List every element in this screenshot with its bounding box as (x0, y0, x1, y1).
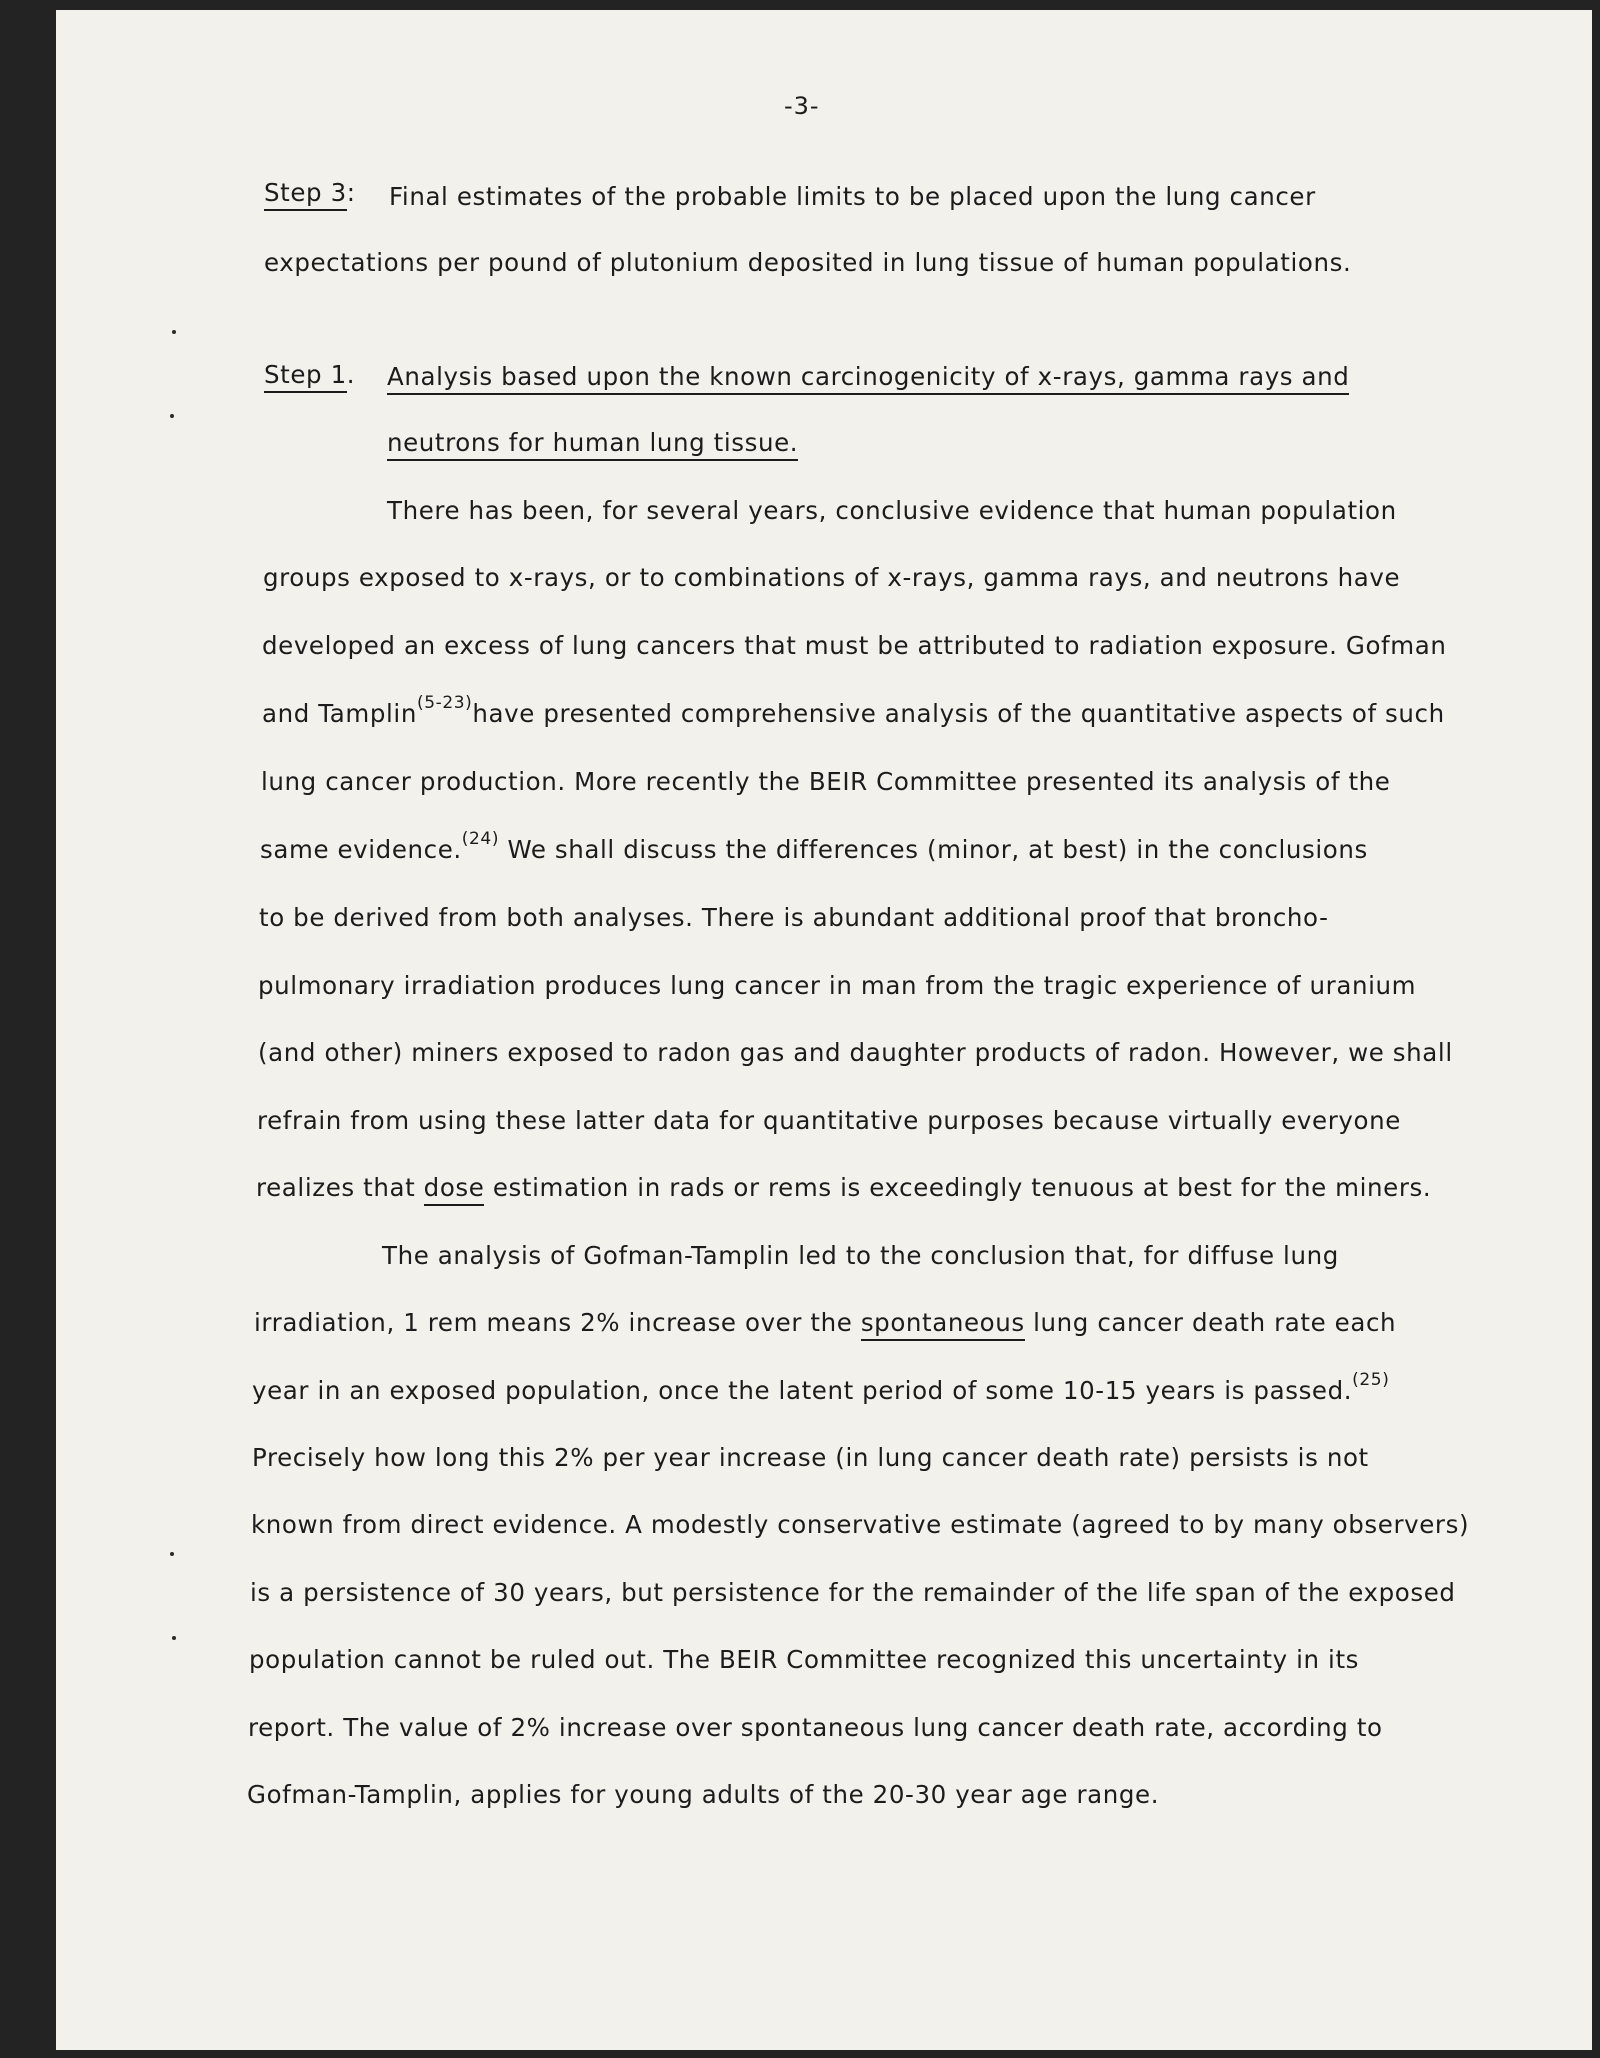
page-number: -3- (784, 92, 820, 120)
step1-heading-line-2 (387, 428, 798, 458)
underlined-spontaneous: spontaneous (861, 1308, 1025, 1341)
para1-line-3: developed an excess of lung cancers that must be attributed to radiation exposure. Gofman (262, 631, 1447, 660)
para2-line-6: is a persistence of 30 years, but persistence for the remainder of the life span of the exposed (250, 1578, 1456, 1607)
para1-line-4 (262, 693, 1445, 729)
para2-line-3 (252, 1370, 1390, 1406)
para1-line-11-b: estimation in rads or rems is exceedingly tenuous at best for the miners. (484, 1173, 1432, 1202)
para1-line-1: There has been, for several years, conclusive evidence that human population (387, 496, 1397, 525)
step3-label: Step 3 (264, 178, 347, 211)
para2-line-5: known from direct evidence. A modestly conservative estimate (agreed to by many observers) (251, 1510, 1470, 1539)
para1-line-10: refrain from using these latter data for quantitative purposes because virtually everyone (257, 1106, 1401, 1135)
para2-line-4: Precisely how long this 2% per year increase (in lung cancer death rate) persists is not (252, 1443, 1369, 1472)
para2-line-2-a: irradiation, 1 rem means 2% increase over the (254, 1308, 861, 1337)
para1-line-4-b: have presented comprehensive analysis of the quantitative aspects of such (472, 699, 1445, 728)
para1-line-6 (260, 829, 1368, 865)
step3-line-2: expectations per pound of plutonium deposited in lung tissue of human populations. (264, 248, 1352, 277)
step3-colon: : (346, 178, 356, 207)
para2-line-2 (254, 1308, 1396, 1338)
step1-heading-line-1 (387, 362, 1349, 392)
citation-25: (25) (1352, 1370, 1390, 1390)
citation-5-23: (5-23) (416, 693, 473, 713)
step1-period: . (346, 360, 356, 389)
underlined-dose: dose (424, 1173, 485, 1206)
margin-mark (170, 1552, 174, 1556)
para1-line-9: (and other) miners exposed to radon gas and daughter products of radon. However, we shall (258, 1038, 1453, 1067)
citation-24: (24) (461, 829, 500, 849)
margin-mark (172, 1636, 176, 1640)
step1-label: Step 1 (264, 360, 347, 393)
para1-line-11 (256, 1173, 1431, 1203)
margin-mark (170, 414, 174, 418)
document-page (56, 10, 1592, 2050)
para2-line-9: Gofman-Tamplin, applies for young adults of the 20-30 year age range. (247, 1780, 1160, 1809)
para2-line-2-b: lung cancer death rate each (1024, 1308, 1397, 1337)
step1-heading-2: neutrons for human lung tissue. (387, 428, 798, 461)
para1-line-2: groups exposed to x-rays, or to combinations of x-rays, gamma rays, and neutrons have (263, 563, 1401, 592)
step3-line-1: Final estimates of the probable limits to be placed upon the lung cancer (389, 182, 1316, 211)
step1-heading-1: Analysis based upon the known carcinogenicity of x-rays, gamma rays and (387, 362, 1349, 395)
para1-line-7: to be derived from both analyses. There is abundant additional proof that broncho- (259, 903, 1329, 932)
para2-line-7: population cannot be ruled out. The BEIR Committee recognized this uncertainty in its (249, 1645, 1360, 1674)
para1-line-6-a: same evidence. (260, 835, 462, 864)
para1-line-11-a: realizes that (256, 1173, 424, 1202)
para1-line-8: pulmonary irradiation produces lung cancer in man from the tragic experience of uranium (258, 971, 1417, 1000)
para1-line-4-a: and Tamplin (262, 699, 417, 728)
step1-label-line (264, 360, 355, 390)
para1-line-6-b: We shall discuss the differences (minor, at best) in the conclusions (499, 835, 1368, 864)
para2-line-1: The analysis of Gofman-Tamplin led to the conclusion that, for diffuse lung (382, 1241, 1339, 1270)
step3-label-line (264, 178, 356, 208)
para2-line-8: report. The value of 2% increase over spontaneous lung cancer death rate, according to (248, 1713, 1383, 1742)
para1-line-5: lung cancer production. More recently the BEIR Committee presented its analysis of the (261, 767, 1391, 796)
margin-mark (172, 330, 176, 334)
document-body (56, 10, 1592, 2050)
para2-line-3-a: year in an exposed population, once the latent period of some 10-15 years is passed. (252, 1376, 1353, 1405)
